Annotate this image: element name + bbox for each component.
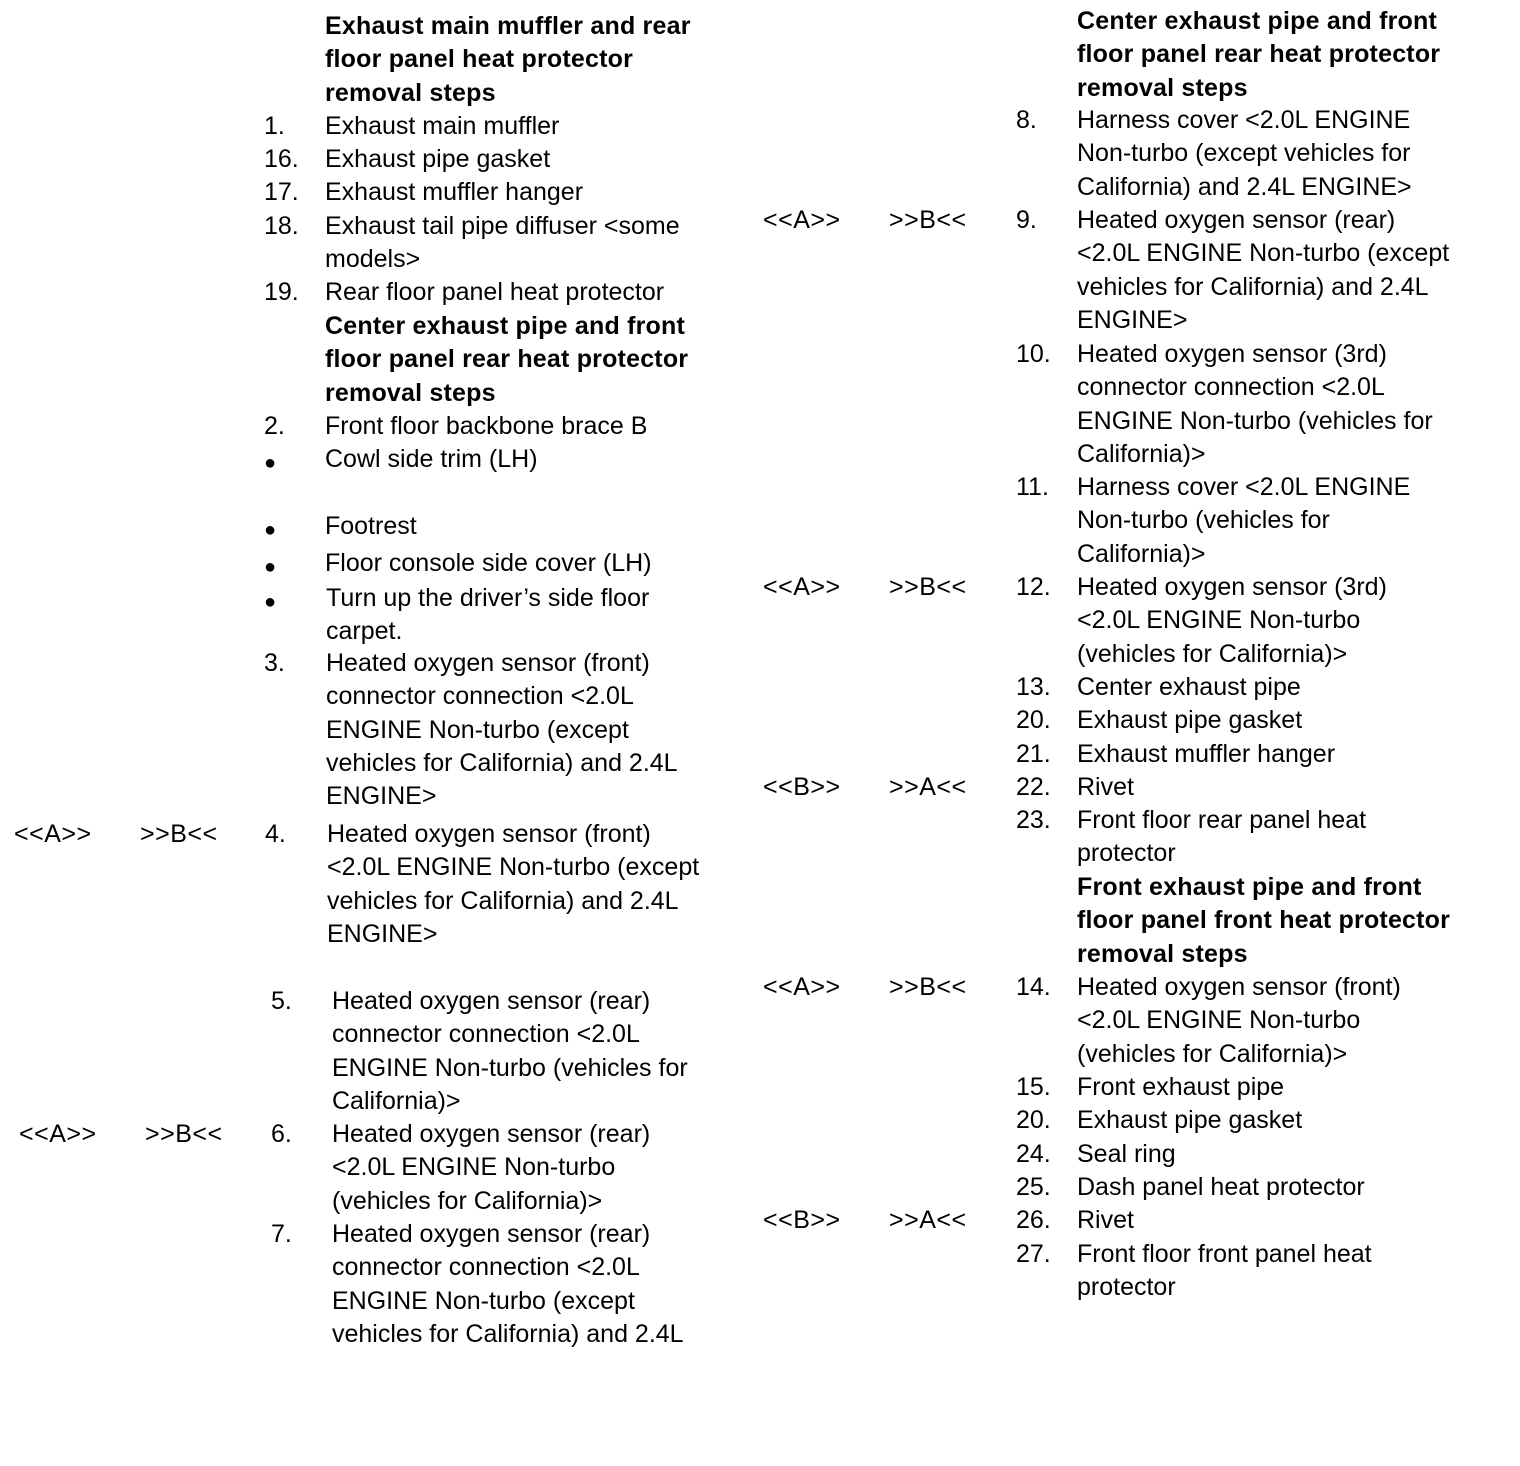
item-text-line: (vehicles for California)> xyxy=(1077,1039,1348,1068)
item-text-line: Floor console side cover (LH) xyxy=(325,549,652,577)
bullet-icon: ● xyxy=(264,519,277,541)
heading-line: removal steps xyxy=(1077,939,1248,968)
item-text-line: Cowl side trim (LH) xyxy=(325,445,538,473)
list-item xyxy=(1077,571,1387,671)
list-item xyxy=(327,818,699,951)
service-point-mark-removal: <<A>> xyxy=(763,973,841,1001)
heading-line: floor panel rear heat protector xyxy=(1077,40,1441,69)
list-item xyxy=(1077,738,1335,771)
item-number: 3. xyxy=(264,649,285,677)
item-text-line: Rear floor panel heat protector xyxy=(325,278,665,306)
item-text-line: Heated oxygen sensor (front) xyxy=(1077,973,1401,1001)
list-item xyxy=(326,647,678,813)
list-item xyxy=(1077,1204,1134,1237)
item-text-line: California) and 2.4L ENGINE> xyxy=(1077,172,1412,201)
bullet-item xyxy=(325,443,538,476)
list-item xyxy=(1077,204,1449,337)
item-number: 6. xyxy=(271,1120,292,1148)
list-item xyxy=(325,176,583,209)
item-text-line: <2.0L ENGINE Non-turbo (except xyxy=(327,853,700,882)
list-item xyxy=(1077,1238,1372,1305)
item-number: 9. xyxy=(1016,206,1037,234)
service-point-mark-removal: <<B>> xyxy=(763,773,841,801)
heading-center-exhaust-removal-steps xyxy=(1077,5,1440,105)
item-text-line: connector connection <2.0L xyxy=(1077,373,1385,402)
item-text-line: Dash panel heat protector xyxy=(1077,1173,1365,1201)
item-text-line: Rivet xyxy=(1077,1206,1134,1234)
item-number: 5. xyxy=(271,987,292,1015)
item-text-line: connector connection <2.0L xyxy=(332,1253,640,1282)
item-text-line: (vehicles for California)> xyxy=(332,1186,603,1215)
item-number: 14. xyxy=(1016,973,1051,1001)
item-text-line: Heated oxygen sensor (rear) xyxy=(332,987,651,1015)
list-item xyxy=(1077,671,1301,704)
service-point-mark-installation: >>B<< xyxy=(889,973,967,1001)
item-number: 20. xyxy=(1016,1106,1051,1134)
service-point-mark-installation: >>A<< xyxy=(889,1206,967,1234)
list-item xyxy=(1077,971,1401,1071)
item-text-line: ENGINE> xyxy=(1077,305,1188,334)
item-text-line: Exhaust pipe gasket xyxy=(1077,1106,1303,1134)
service-point-mark-removal: <<A>> xyxy=(763,206,841,234)
item-text-line: ENGINE> xyxy=(327,919,438,948)
list-item xyxy=(1077,104,1412,204)
list-item xyxy=(332,985,688,1118)
service-point-mark-removal: <<A>> xyxy=(19,1120,97,1148)
item-number: 25. xyxy=(1016,1173,1051,1201)
list-item xyxy=(1077,471,1410,571)
heading-line: Exhaust main muffler and rear xyxy=(325,12,691,40)
item-text-line: vehicles for California) and 2.4L xyxy=(326,748,678,777)
item-text-line: Heated oxygen sensor (front) xyxy=(327,820,651,848)
item-number: 12. xyxy=(1016,573,1051,601)
service-point-mark-installation: >>A<< xyxy=(889,773,967,801)
item-text-line: Heated oxygen sensor (3rd) xyxy=(1077,573,1387,601)
item-number: 20. xyxy=(1016,706,1051,734)
service-point-mark-removal: <<B>> xyxy=(763,1206,841,1234)
item-text-line: ENGINE Non-turbo (except xyxy=(332,1286,635,1315)
item-text-line: <2.0L ENGINE Non-turbo (except xyxy=(1077,239,1450,268)
item-text-line: Heated oxygen sensor (rear) xyxy=(332,1220,651,1248)
heading-line: floor panel front heat protector xyxy=(1077,906,1451,935)
list-item xyxy=(1077,1138,1176,1171)
item-number: 4. xyxy=(265,820,286,848)
heading-line: Front exhaust pipe and front xyxy=(1077,873,1422,901)
heading-front-exhaust-removal-steps xyxy=(1077,871,1450,971)
service-point-mark-removal: <<A>> xyxy=(14,820,92,848)
item-text-line: models> xyxy=(325,245,421,274)
item-text-line: Heated oxygen sensor (rear) xyxy=(332,1120,651,1148)
list-item xyxy=(332,1218,684,1351)
item-number: 8. xyxy=(1016,106,1037,134)
item-text-line: Center exhaust pipe xyxy=(1077,673,1301,701)
item-text-line: (vehicles for California)> xyxy=(1077,639,1348,668)
heading-line: Center exhaust pipe and front xyxy=(325,312,686,340)
item-text-line: Rivet xyxy=(1077,773,1134,801)
list-item xyxy=(325,210,680,277)
item-number: 26. xyxy=(1016,1206,1051,1234)
item-text-line: ENGINE Non-turbo (vehicles for xyxy=(1077,406,1433,435)
item-text-line: connector connection <2.0L xyxy=(326,682,634,711)
heading-line: Center exhaust pipe and front xyxy=(1077,7,1438,35)
item-number: 15. xyxy=(1016,1073,1051,1101)
item-number: 19. xyxy=(264,278,299,306)
list-item xyxy=(1077,338,1433,471)
list-item xyxy=(1077,804,1366,871)
heading-line: floor panel rear heat protector xyxy=(325,345,689,374)
bullet-icon: ● xyxy=(264,452,277,474)
item-text-line: Exhaust pipe gasket xyxy=(1077,706,1303,734)
item-number: 16. xyxy=(264,145,299,173)
item-text-line: connector connection <2.0L xyxy=(332,1020,640,1049)
list-item xyxy=(325,110,559,143)
item-text-line: carpet. xyxy=(326,617,403,646)
service-point-mark-removal: <<A>> xyxy=(763,573,841,601)
item-text-line: Seal ring xyxy=(1077,1140,1176,1168)
item-text-line: ENGINE Non-turbo (except xyxy=(326,715,629,744)
item-number: 7. xyxy=(271,1220,292,1248)
item-text-line: Front floor backbone brace B xyxy=(325,412,648,440)
bullet-item xyxy=(325,547,652,580)
item-number: 17. xyxy=(264,178,299,206)
list-item xyxy=(325,143,550,176)
item-number: 27. xyxy=(1016,1240,1051,1268)
item-text-line: Exhaust tail pipe diffuser <some xyxy=(325,212,680,240)
list-item xyxy=(332,1118,650,1218)
list-item xyxy=(325,276,664,309)
item-text-line: Heated oxygen sensor (front) xyxy=(326,649,650,677)
item-text-line: Harness cover <2.0L ENGINE xyxy=(1077,473,1411,501)
item-text-line: <2.0L ENGINE Non-turbo xyxy=(1077,1006,1361,1035)
bullet-icon: ● xyxy=(264,556,277,578)
heading-line: removal steps xyxy=(325,378,496,407)
service-point-mark-installation: >>B<< xyxy=(889,573,967,601)
item-text-line: ENGINE> xyxy=(326,782,437,811)
item-text-line: protector xyxy=(1077,1273,1176,1302)
item-text-line: California)> xyxy=(1077,439,1206,468)
item-text-line: protector xyxy=(1077,839,1176,868)
heading-main-muffler-removal-steps xyxy=(325,10,691,110)
item-number: 21. xyxy=(1016,740,1051,768)
service-point-mark-installation: >>B<< xyxy=(889,206,967,234)
item-number: 11. xyxy=(1016,473,1049,501)
item-number: 2. xyxy=(264,412,285,440)
item-text-line: Non-turbo (except vehicles for xyxy=(1077,139,1411,168)
item-text-line: California)> xyxy=(332,1086,461,1115)
item-text-line: Front exhaust pipe xyxy=(1077,1073,1285,1101)
item-text-line: vehicles for California) and 2.4L xyxy=(332,1319,684,1348)
item-text-line: Front floor front panel heat xyxy=(1077,1240,1372,1268)
item-number: 13. xyxy=(1016,673,1051,701)
list-item xyxy=(1077,1171,1365,1204)
item-text-line: <2.0L ENGINE Non-turbo xyxy=(332,1153,616,1182)
item-text-line: California)> xyxy=(1077,539,1206,568)
heading-line: removal steps xyxy=(325,78,496,107)
item-text-line: Non-turbo (vehicles for xyxy=(1077,506,1330,535)
item-text-line: Harness cover <2.0L ENGINE xyxy=(1077,106,1411,134)
item-text-line: ENGINE Non-turbo (vehicles for xyxy=(332,1053,688,1082)
heading-center-exhaust-removal-steps xyxy=(325,310,688,410)
item-text-line: Front floor rear panel heat xyxy=(1077,806,1367,834)
item-text-line: Turn up the driver’s side floor xyxy=(326,584,650,612)
item-text-line: <2.0L ENGINE Non-turbo xyxy=(1077,606,1361,635)
item-text-line: Exhaust muffler hanger xyxy=(325,178,584,206)
service-point-mark-installation: >>B<< xyxy=(140,820,218,848)
bullet-icon: ● xyxy=(264,591,277,613)
list-item xyxy=(1077,1104,1302,1137)
item-text-line: Exhaust pipe gasket xyxy=(325,145,551,173)
item-text-line: vehicles for California) and 2.4L xyxy=(327,886,679,915)
item-text-line: Heated oxygen sensor (rear) xyxy=(1077,206,1396,234)
bullet-item xyxy=(325,510,417,543)
service-point-mark-installation: >>B<< xyxy=(145,1120,223,1148)
item-number: 10. xyxy=(1016,340,1051,368)
item-text-line: Exhaust muffler hanger xyxy=(1077,740,1336,768)
item-text-line: Heated oxygen sensor (3rd) xyxy=(1077,340,1387,368)
list-item xyxy=(1077,771,1134,804)
item-number: 1. xyxy=(264,112,285,140)
list-item xyxy=(1077,1071,1284,1104)
item-text-line: Exhaust main muffler xyxy=(325,112,560,140)
item-text-line: vehicles for California) and 2.4L xyxy=(1077,272,1429,301)
heading-line: floor panel heat protector xyxy=(325,45,634,74)
list-item xyxy=(325,410,647,443)
list-item xyxy=(1077,704,1302,737)
item-number: 24. xyxy=(1016,1140,1051,1168)
item-number: 18. xyxy=(264,212,299,240)
item-text-line: Footrest xyxy=(325,512,417,540)
item-number: 22. xyxy=(1016,773,1051,801)
heading-line: removal steps xyxy=(1077,73,1248,102)
bullet-item xyxy=(326,582,649,649)
item-number: 23. xyxy=(1016,806,1051,834)
